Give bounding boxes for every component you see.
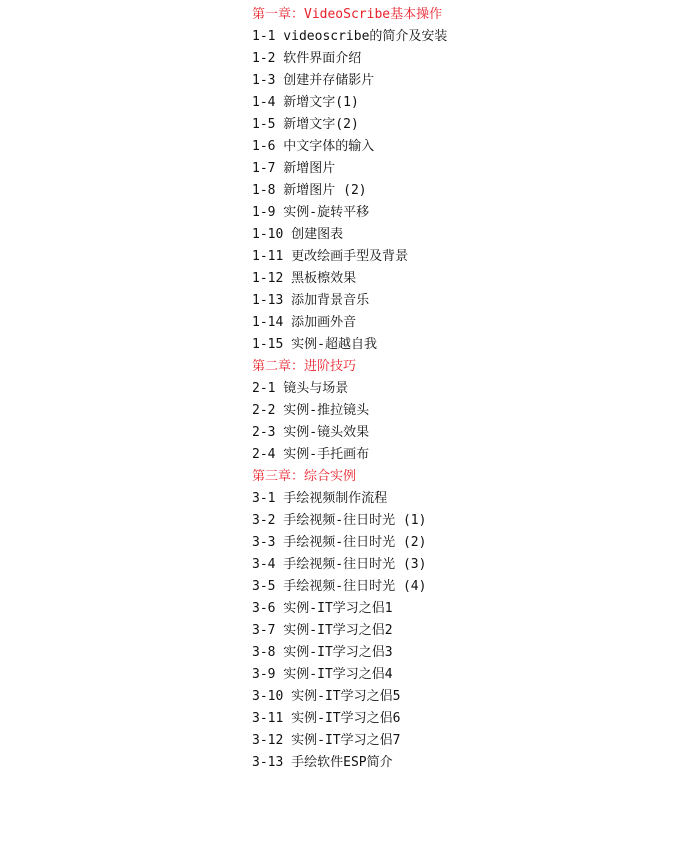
chapter-heading: 第二章：进阶技巧 bbox=[252, 359, 357, 374]
lesson-item: 3-5 手绘视频-往日时光 (4) bbox=[252, 579, 427, 594]
lesson-item: 1-6 中文字体的输入 bbox=[252, 139, 375, 154]
lesson-item: 1-11 更改绘画手型及背景 bbox=[252, 249, 409, 264]
table-of-contents bbox=[252, 4, 692, 774]
lesson-item: 1-8 新增图片 (2) bbox=[252, 183, 367, 198]
lesson-item: 1-2 软件界面介绍 bbox=[252, 51, 362, 66]
lesson-item: 3-1 手绘视频制作流程 bbox=[252, 491, 388, 506]
lesson-item: 1-7 新增图片 bbox=[252, 161, 336, 176]
chapter-heading: 第一章：VideoScribe基本操作 bbox=[252, 7, 443, 22]
lesson-item: 1-4 新增文字(1) bbox=[252, 95, 359, 110]
lesson-item: 3-12 实例-IT学习之侣7 bbox=[252, 733, 401, 748]
lesson-item: 1-14 添加画外音 bbox=[252, 315, 357, 330]
lesson-item: 2-2 实例-推拉镜头 bbox=[252, 403, 370, 418]
lesson-item: 1-15 实例-超越自我 bbox=[252, 337, 377, 352]
lesson-item: 2-3 实例-镜头效果 bbox=[252, 425, 370, 440]
lesson-item: 3-10 实例-IT学习之侣5 bbox=[252, 689, 401, 704]
lesson-item: 1-1 videoscribe的简介及安装 bbox=[252, 29, 448, 44]
lesson-item: 1-13 添加背景音乐 bbox=[252, 293, 370, 308]
lesson-item: 1-12 黑板檫效果 bbox=[252, 271, 357, 286]
lesson-item: 3-7 实例-IT学习之侣2 bbox=[252, 623, 393, 638]
lesson-item: 3-6 实例-IT学习之侣1 bbox=[252, 601, 393, 616]
chapter-heading: 第三章：综合实例 bbox=[252, 469, 357, 484]
lesson-item: 1-5 新增文字(2) bbox=[252, 117, 359, 132]
lesson-item: 3-3 手绘视频-往日时光 (2) bbox=[252, 535, 427, 550]
lesson-item: 3-13 手绘软件ESP简介 bbox=[252, 755, 393, 770]
lesson-item: 2-1 镜头与场景 bbox=[252, 381, 349, 396]
lesson-item: 3-4 手绘视频-往日时光 (3) bbox=[252, 557, 427, 572]
lesson-item: 2-4 实例-手托画布 bbox=[252, 447, 370, 462]
lesson-item: 1-3 创建并存储影片 bbox=[252, 73, 375, 88]
lesson-item: 3-8 实例-IT学习之侣3 bbox=[252, 645, 393, 660]
lesson-item: 3-11 实例-IT学习之侣6 bbox=[252, 711, 401, 726]
lesson-item: 3-2 手绘视频-往日时光 (1) bbox=[252, 513, 427, 528]
lesson-item: 1-10 创建图表 bbox=[252, 227, 344, 242]
lesson-item: 3-9 实例-IT学习之侣4 bbox=[252, 667, 393, 682]
lesson-item: 1-9 实例-旋转平移 bbox=[252, 205, 370, 220]
